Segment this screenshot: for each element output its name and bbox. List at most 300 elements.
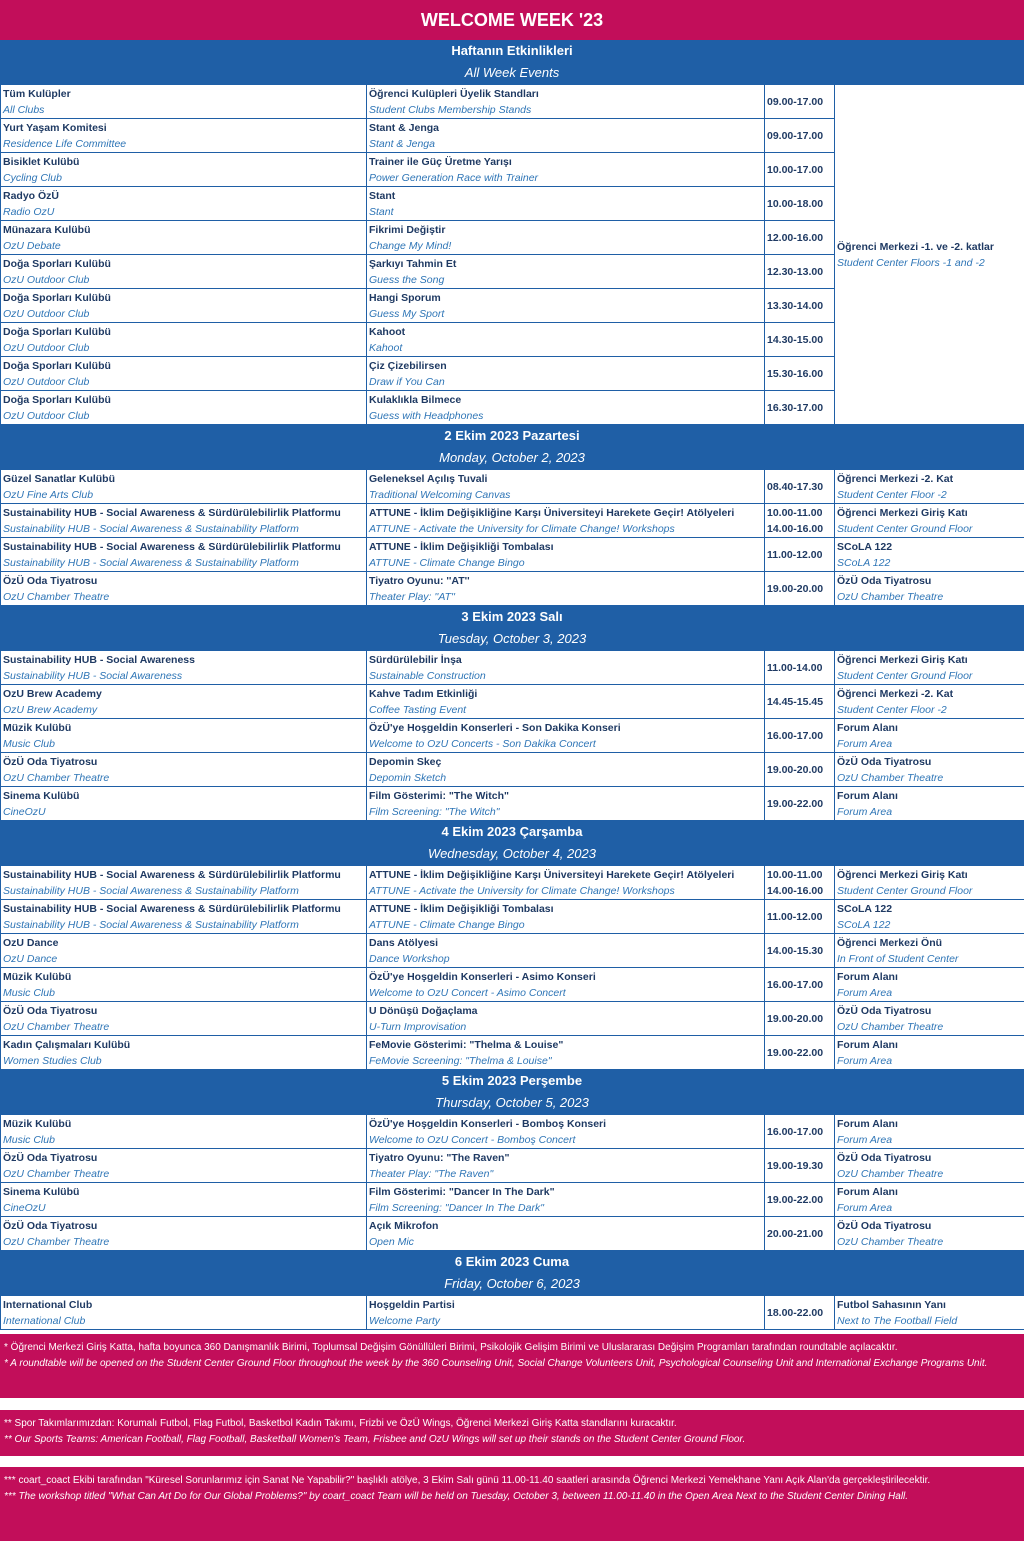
time-cell: [765, 1002, 835, 1036]
organizer-name-tr: Müzik Kulübü: [3, 721, 72, 734]
table-row: [1, 900, 1024, 934]
organizer-name-en: OzU Outdoor Club: [3, 273, 90, 286]
time-range: 15.30-16.00: [767, 367, 824, 380]
organizer-name-tr: Sinema Kulübü: [3, 1185, 80, 1198]
organizer-cell: [1, 651, 367, 685]
event-cell: [367, 1036, 765, 1070]
time-range: 10.00-17.00: [767, 163, 824, 176]
organizer-cell: [1, 357, 367, 391]
section-title-tr: 5 Ekim 2023 Perşembe: [441, 1073, 583, 1088]
organizer-cell: [1, 85, 367, 119]
venue-name-en: OzU Chamber Theatre: [837, 1020, 944, 1033]
event-name-tr: Çiz Çizebilirsen: [369, 359, 447, 372]
event-name-tr: ÖzÜ'ye Hoşgeldin Konserleri - Bomboş Konseri: [369, 1117, 607, 1130]
event-cell: [367, 787, 765, 821]
organizer-name-tr: ÖzÜ Oda Tiyatrosu: [3, 574, 98, 587]
organizer-cell: [1, 255, 367, 289]
table-row: [1, 685, 1024, 719]
event-name-tr: Açık Mikrofon: [369, 1219, 439, 1232]
venue-name-en: Forum Area: [837, 805, 893, 818]
event-cell: [367, 391, 765, 425]
event-name-en: Welcome to OzU Concerts - Son Dakika Concert: [369, 737, 596, 750]
table-row: [1, 85, 1024, 119]
venue-name-en: Forum Area: [837, 737, 893, 750]
venue-name-tr: Öğrenci Merkezi -2. Kat: [837, 687, 954, 700]
time-cell: [765, 187, 835, 221]
event-cell: [367, 1217, 765, 1251]
organizer-name-tr: Sustainability HUB - Social Awareness: [3, 653, 195, 666]
organizer-cell: [1, 538, 367, 572]
event-name-en: Guess with Headphones: [369, 409, 484, 422]
organizer-cell: [1, 187, 367, 221]
organizer-name-tr: ÖzÜ Oda Tiyatrosu: [3, 1219, 98, 1232]
venue-name-tr: Forum Alanı: [837, 721, 898, 734]
event-table: [0, 1295, 1024, 1330]
organizer-cell: [1, 753, 367, 787]
event-name-en: Change My Mind!: [369, 239, 452, 252]
time-range: 16.00-17.00: [767, 978, 824, 991]
venue-name-en: Student Center Ground Floor: [837, 669, 973, 682]
time-range: 10.00-11.00: [767, 506, 823, 519]
event-name-en: Open Mic: [369, 1235, 414, 1248]
time-range: 12.00-16.00: [767, 231, 824, 244]
event-name-en: Stant & Jenga: [369, 137, 435, 150]
table-row: [1, 1036, 1024, 1070]
venue-name-tr: Öğrenci Merkezi Önü: [837, 936, 943, 949]
venue-name-tr: ÖzÜ Oda Tiyatrosu: [837, 1151, 932, 1164]
time-range: 19.00-20.00: [767, 1012, 824, 1025]
time-cell: [765, 221, 835, 255]
event-cell: [367, 289, 765, 323]
event-name-tr: Tiyatro Oyunu: "The Raven": [369, 1151, 510, 1164]
event-name-en: Theater Play: ''AT'': [369, 590, 456, 603]
event-cell: [367, 719, 765, 753]
organizer-cell: [1, 1149, 367, 1183]
section-header: [0, 1251, 1024, 1295]
organizer-name-tr: Doğa Sporları Kulübü: [3, 325, 111, 338]
schedule-sections: [0, 40, 1024, 1330]
organizer-name-tr: Doğa Sporları Kulübü: [3, 291, 111, 304]
venue-name-en: Student Center Floor -2: [837, 703, 947, 716]
event-name-tr: Kahoot: [369, 325, 406, 338]
time-cell: [765, 651, 835, 685]
time-cell: [765, 1183, 835, 1217]
venue-name-tr: Öğrenci Merkezi -2. Kat: [837, 472, 954, 485]
venue-name-en: SCoLA 122: [837, 556, 891, 569]
time-range: 10.00-18.00: [767, 197, 824, 210]
table-row: [1, 1217, 1024, 1251]
organizer-name-tr: ÖzÜ Oda Tiyatrosu: [3, 755, 98, 768]
venue-cell: [835, 1217, 1024, 1251]
organizer-cell: [1, 968, 367, 1002]
time-cell: [765, 289, 835, 323]
venue-cell: [835, 1296, 1024, 1330]
event-table: [0, 469, 1024, 606]
organizer-cell: [1, 787, 367, 821]
time-range: 11.00-12.00: [767, 548, 823, 561]
event-cell: [367, 1296, 765, 1330]
section-title-tr: 4 Ekim 2023 Çarşamba: [441, 824, 583, 839]
venue-name-tr: Öğrenci Merkezi -1. ve -2. katlar: [837, 240, 994, 253]
note-1: [0, 1334, 1024, 1398]
note-3-tr: *** coart_coact Ekibi tarafından "Küresel Sorunlarımız için Sanat Ne Yapabilir?" başlıklı atölye, 3 Ekim Salı günü 11.00-11.40 saatleri arasında Öğrenci Merkezi Yemekhane Yanı Açık Alan'da gerçekleştirilecektir.: [4, 1475, 931, 1486]
table-row: [1, 538, 1024, 572]
event-name-en: Welcome to OzU Concert - Bomboş Concert: [369, 1133, 576, 1146]
event-name-tr: ÖzÜ'ye Hoşgeldin Konserleri - Asimo Konseri: [369, 970, 596, 983]
event-table: [0, 1114, 1024, 1251]
time-range: 11.00-14.00: [767, 661, 823, 674]
venue-name-en: OzU Chamber Theatre: [837, 1167, 944, 1180]
event-name-en: ATTUNE - Activate the University for Climate Change! Workshops: [369, 522, 675, 535]
venue-cell: [835, 504, 1024, 538]
organizer-name-tr: OzU Brew Academy: [3, 687, 102, 700]
organizer-name-en: OzU Outdoor Club: [3, 409, 90, 422]
venue-name-tr: SCoLA 122: [837, 902, 893, 915]
organizer-name-en: OzU Outdoor Club: [3, 375, 90, 388]
venue-cell: [835, 685, 1024, 719]
event-table: [0, 865, 1024, 1070]
table-row: [1, 470, 1024, 504]
section-title-en: Tuesday, October 3, 2023: [437, 631, 587, 646]
event-name-en: Draw if You Can: [369, 375, 445, 388]
organizer-name-tr: Doğa Sporları Kulübü: [3, 359, 111, 372]
venue-cell: [835, 85, 1024, 425]
time-cell: [765, 719, 835, 753]
event-name-en: Sustainable Construction: [369, 669, 486, 682]
time-range: 19.00-22.00: [767, 797, 824, 810]
time-range: 12.30-13.00: [767, 265, 824, 278]
organizer-cell: [1, 289, 367, 323]
time-cell: [765, 572, 835, 606]
event-name-en: Guess the Song: [369, 273, 445, 286]
event-name-en: ATTUNE - Activate the University for Climate Change! Workshops: [369, 884, 675, 897]
venue-name-en: OzU Chamber Theatre: [837, 1235, 944, 1248]
organizer-name-tr: Bisiklet Kulübü: [3, 155, 80, 168]
time-range: 14.45-15.45: [767, 695, 824, 708]
organizer-name-en: Sustainability HUB - Social Awareness & Sustainability Platform: [3, 918, 299, 931]
event-name-en: Film Screening: "Dancer In The Dark": [369, 1201, 544, 1214]
event-name-tr: ATTUNE - İklim Değişikliği Tombalası: [369, 540, 554, 553]
section-title-en: Thursday, October 5, 2023: [435, 1095, 589, 1110]
event-name-tr: Hangi Sporum: [369, 291, 441, 304]
organizer-name-en: OzU Chamber Theatre: [3, 1235, 110, 1248]
organizer-name-tr: Güzel Sanatlar Kulübü: [3, 472, 116, 485]
table-row: [1, 1115, 1024, 1149]
organizer-cell: [1, 1002, 367, 1036]
time-cell: [765, 85, 835, 119]
section-title-tr: Haftanın Etkinlikleri: [451, 43, 573, 58]
venue-name-en: Student Center Ground Floor: [837, 884, 973, 897]
venue-name-en: OzU Chamber Theatre: [837, 771, 944, 784]
organizer-name-en: OzU Chamber Theatre: [3, 1167, 110, 1180]
organizer-name-en: Sustainability HUB - Social Awareness: [3, 669, 183, 682]
event-cell: [367, 470, 765, 504]
venue-name-tr: Futbol Sahasının Yanı: [837, 1298, 946, 1311]
venue-name-tr: ÖzÜ Oda Tiyatrosu: [837, 1004, 932, 1017]
organizer-cell: [1, 572, 367, 606]
organizer-cell: [1, 504, 367, 538]
table-row: [1, 651, 1024, 685]
time-cell: [765, 538, 835, 572]
table-row: [1, 1183, 1024, 1217]
organizer-name-tr: International Club: [3, 1298, 93, 1311]
time-cell: [765, 968, 835, 1002]
section-title-tr: 2 Ekim 2023 Pazartesi: [444, 428, 580, 443]
table-row: [1, 968, 1024, 1002]
organizer-name-tr: Sustainability HUB - Social Awareness & Sürdürülebilirlik Platformu: [3, 868, 341, 881]
event-name-en: Dance Workshop: [369, 952, 450, 965]
table-row: [1, 753, 1024, 787]
organizer-name-en: Music Club: [3, 986, 55, 999]
event-name-tr: Stant: [369, 189, 396, 202]
event-cell: [367, 357, 765, 391]
table-row: [1, 572, 1024, 606]
venue-name-tr: Forum Alanı: [837, 1117, 898, 1130]
time-range: 19.00-19.30: [767, 1159, 824, 1172]
organizer-cell: [1, 391, 367, 425]
event-name-en: U-Turn Improvisation: [369, 1020, 467, 1033]
organizer-name-en: OzU Outdoor Club: [3, 341, 90, 354]
venue-name-tr: ÖzÜ Oda Tiyatrosu: [837, 574, 932, 587]
table-row: [1, 1296, 1024, 1330]
time-cell: [765, 685, 835, 719]
note-2-en: ** Our Sports Teams: American Football, Flag Football, Basketball Women's Team, Frisbee and OzU Wings will set up their stands on the Student Center Ground Floor.: [4, 1434, 746, 1445]
event-name-tr: Trainer ile Güç Üretme Yarışı: [369, 155, 512, 168]
event-name-en: Traditional Welcoming Canvas: [369, 488, 511, 501]
section-title-en: All Week Events: [464, 65, 560, 80]
organizer-name-en: OzU Chamber Theatre: [3, 590, 110, 603]
organizer-name-tr: Müzik Kulübü: [3, 970, 72, 983]
organizer-cell: [1, 221, 367, 255]
venue-name-tr: ÖzÜ Oda Tiyatrosu: [837, 755, 932, 768]
organizer-cell: [1, 900, 367, 934]
table-row: [1, 1149, 1024, 1183]
page-title: WELCOME WEEK '23: [0, 0, 1024, 40]
organizer-cell: [1, 719, 367, 753]
event-name-en: Welcome Party: [369, 1314, 440, 1327]
venue-name-tr: Öğrenci Merkezi Giriş Katı: [837, 653, 968, 666]
time-range: 10.00-11.00: [767, 868, 823, 881]
time-cell: [765, 866, 835, 900]
organizer-name-en: Women Studies Club: [3, 1054, 102, 1067]
event-cell: [367, 685, 765, 719]
event-name-tr: Geleneksel Açılış Tuvali: [369, 472, 488, 485]
venue-cell: [835, 1149, 1024, 1183]
venue-name-en: Forum Area: [837, 1201, 893, 1214]
event-name-tr: Dans Atölyesi: [369, 936, 439, 949]
venue-name-tr: Öğrenci Merkezi Giriş Katı: [837, 506, 968, 519]
venue-name-en: Forum Area: [837, 1133, 893, 1146]
time-range: 16.30-17.00: [767, 401, 824, 414]
organizer-name-tr: Kadın Çalışmaları Kulübü: [3, 1038, 131, 1051]
venue-name-en: Forum Area: [837, 986, 893, 999]
organizer-name-tr: OzU Dance: [3, 936, 59, 949]
organizer-cell: [1, 1036, 367, 1070]
note-1-tr: * Öğrenci Merkezi Giriş Katta, hafta boyunca 360 Danışmanlık Birimi, Toplumsal Değişim Gönüllüleri Birimi, Psikolojik Gelişim Birimi ve Uluslararası Değişim Programları tarafından roundtable açılacaktır.: [4, 1342, 898, 1353]
event-name-en: Power Generation Race with Trainer: [369, 171, 539, 184]
venue-cell: [835, 900, 1024, 934]
event-cell: [367, 221, 765, 255]
event-name-tr: Şarkıyı Tahmin Et: [369, 257, 457, 270]
event-cell: [367, 968, 765, 1002]
venue-cell: [835, 968, 1024, 1002]
venue-name-en: Student Center Floors -1 and -2: [837, 256, 985, 269]
organizer-cell: [1, 470, 367, 504]
event-cell: [367, 900, 765, 934]
organizer-name-tr: Sustainability HUB - Social Awareness & Sürdürülebilirlik Platformu: [3, 902, 341, 915]
organizer-name-tr: Sustainability HUB - Social Awareness & Sürdürülebilirlik Platformu: [3, 540, 341, 553]
venue-name-en: Forum Area: [837, 1054, 893, 1067]
time-range: 09.00-17.00: [767, 129, 824, 142]
organizer-name-en: CineOzU: [3, 1201, 46, 1214]
organizer-name-en: OzU Chamber Theatre: [3, 1020, 110, 1033]
time-cell: [765, 323, 835, 357]
venue-name-tr: Forum Alanı: [837, 970, 898, 983]
time-range: 19.00-20.00: [767, 582, 824, 595]
organizer-name-en: OzU Brew Academy: [3, 703, 98, 716]
time-range: 11.00-12.00: [767, 910, 823, 923]
event-cell: [367, 255, 765, 289]
note-3: [0, 1467, 1024, 1541]
section-title-en: Wednesday, October 4, 2023: [428, 846, 596, 861]
time-range: 14.00-15.30: [767, 944, 824, 957]
time-cell: [765, 153, 835, 187]
organizer-name-en: Residence Life Committee: [3, 137, 127, 150]
event-name-en: Student Clubs Membership Stands: [369, 103, 532, 116]
time-cell: [765, 470, 835, 504]
section-header: [0, 821, 1024, 865]
organizer-cell: [1, 866, 367, 900]
organizer-cell: [1, 1296, 367, 1330]
event-name-tr: Depomin Skeç: [369, 755, 442, 768]
time-range: 08.40-17.30: [767, 480, 824, 493]
event-name-tr: U Dönüşü Doğaçlama: [369, 1004, 478, 1017]
venue-cell: [835, 787, 1024, 821]
organizer-name-tr: ÖzÜ Oda Tiyatrosu: [3, 1151, 98, 1164]
event-table: [0, 84, 1024, 425]
note-2: [0, 1410, 1024, 1456]
event-name-en: ATTUNE - Climate Change Bingo: [369, 556, 525, 569]
organizer-name-en: CineOzU: [3, 805, 46, 818]
note-2-tr: ** Spor Takımlarımızdan: Korumalı Futbol, Flag Futbol, Basketbol Kadın Takımı, Frizbi ve ÖzÜ Wings, Öğrenci Merkezi Giriş Katta standlarını kuracaktır.: [4, 1418, 677, 1429]
organizer-name-tr: Müzik Kulübü: [3, 1117, 72, 1130]
time-range: 13.30-14.00: [767, 299, 824, 312]
organizer-cell: [1, 685, 367, 719]
organizer-name-tr: Radyo ÖzÜ: [3, 189, 60, 202]
venue-name-en: OzU Chamber Theatre: [837, 590, 944, 603]
organizer-cell: [1, 119, 367, 153]
event-name-tr: Film Gösterimi: "Dancer In The Dark": [369, 1185, 555, 1198]
event-cell: [367, 1115, 765, 1149]
event-name-tr: Sürdürülebilir İnşa: [369, 653, 462, 666]
event-name-en: FeMovie Screening: "Thelma & Louise": [369, 1054, 552, 1067]
venue-cell: [835, 470, 1024, 504]
event-name-tr: FeMovie Gösterimi: "Thelma & Louise": [369, 1038, 564, 1051]
venue-cell: [835, 753, 1024, 787]
event-cell: [367, 323, 765, 357]
organizer-name-en: Cycling Club: [3, 171, 62, 184]
venue-name-en: In Front of Student Center: [837, 952, 959, 965]
event-name-en: Coffee Tasting Event: [369, 703, 467, 716]
organizer-name-en: International Club: [3, 1314, 86, 1327]
venue-cell: [835, 651, 1024, 685]
time-range: 20.00-21.00: [767, 1227, 824, 1240]
event-name-en: Theater Play: "The Raven": [369, 1167, 494, 1180]
time-cell: [765, 255, 835, 289]
section-title-tr: 6 Ekim 2023 Cuma: [454, 1254, 570, 1269]
event-cell: [367, 572, 765, 606]
event-cell: [367, 1149, 765, 1183]
event-name-tr: ÖzÜ'ye Hoşgeldin Konserleri - Son Dakika Konseri: [369, 721, 621, 734]
time-range-2: 14.00-16.00: [767, 884, 824, 897]
event-cell: [367, 504, 765, 538]
event-cell: [367, 1183, 765, 1217]
table-row: [1, 1002, 1024, 1036]
event-cell: [367, 651, 765, 685]
section-title-en: Friday, October 6, 2023: [444, 1276, 580, 1291]
time-cell: [765, 119, 835, 153]
organizer-name-en: All Clubs: [3, 103, 45, 116]
time-range: 18.00-22.00: [767, 1306, 824, 1319]
venue-name-en: Next to The Football Field: [837, 1314, 958, 1327]
event-name-en: Welcome to OzU Concert - Asimo Concert: [369, 986, 566, 999]
event-name-tr: ATTUNE - İklim Değişikliği Tombalası: [369, 902, 554, 915]
organizer-name-en: Music Club: [3, 737, 55, 750]
event-name-tr: Kulaklıkla Bilmece: [369, 393, 462, 406]
time-range: 16.00-17.00: [767, 1125, 824, 1138]
organizer-name-tr: Tüm Kulüpler: [3, 87, 71, 100]
event-table: [0, 650, 1024, 821]
note-3-en: *** The workshop titled "What Can Art Do for Our Global Problems?" by coart_coact Team will be held on Tuesday, October 3, between 11.00-11.40 in the Open Area Next to the Student Center Dining Hall.: [4, 1491, 909, 1502]
organizer-name-tr: Yurt Yaşam Komitesi: [3, 121, 107, 134]
event-name-tr: Kahve Tadım Etkinliği: [369, 687, 478, 700]
organizer-name-tr: Sinema Kulübü: [3, 789, 80, 802]
organizer-name-en: OzU Debate: [3, 239, 61, 252]
organizer-cell: [1, 1217, 367, 1251]
event-cell: [367, 153, 765, 187]
organizer-name-en: Sustainability HUB - Social Awareness & Sustainability Platform: [3, 556, 299, 569]
venue-name-tr: Forum Alanı: [837, 1038, 898, 1051]
event-name-tr: ATTUNE - İklim Değişikliğine Karşı Üniversiteyi Harekete Geçir! Atölyeleri: [369, 868, 735, 881]
time-cell: [765, 1149, 835, 1183]
venue-name-en: SCoLA 122: [837, 918, 891, 931]
section-header: [0, 1070, 1024, 1114]
event-cell: [367, 85, 765, 119]
time-range-2: 14.00-16.00: [767, 522, 824, 535]
event-name-tr: Stant & Jenga: [369, 121, 440, 134]
time-cell: [765, 357, 835, 391]
venue-cell: [835, 1183, 1024, 1217]
venue-cell: [835, 1115, 1024, 1149]
time-range: 09.00-17.00: [767, 95, 824, 108]
time-range: 16.00-17.00: [767, 729, 824, 742]
venue-cell: [835, 1002, 1024, 1036]
event-cell: [367, 934, 765, 968]
time-cell: [765, 1217, 835, 1251]
organizer-cell: [1, 153, 367, 187]
venue-cell: [835, 572, 1024, 606]
time-cell: [765, 504, 835, 538]
venue-name-en: Student Center Ground Floor: [837, 522, 973, 535]
organizer-name-en: Music Club: [3, 1133, 55, 1146]
organizer-cell: [1, 934, 367, 968]
table-row: [1, 787, 1024, 821]
event-name-en: Film Screening: "The Witch": [369, 805, 500, 818]
time-cell: [765, 391, 835, 425]
event-cell: [367, 538, 765, 572]
organizer-cell: [1, 323, 367, 357]
venue-name-tr: Öğrenci Merkezi Giriş Katı: [837, 868, 968, 881]
